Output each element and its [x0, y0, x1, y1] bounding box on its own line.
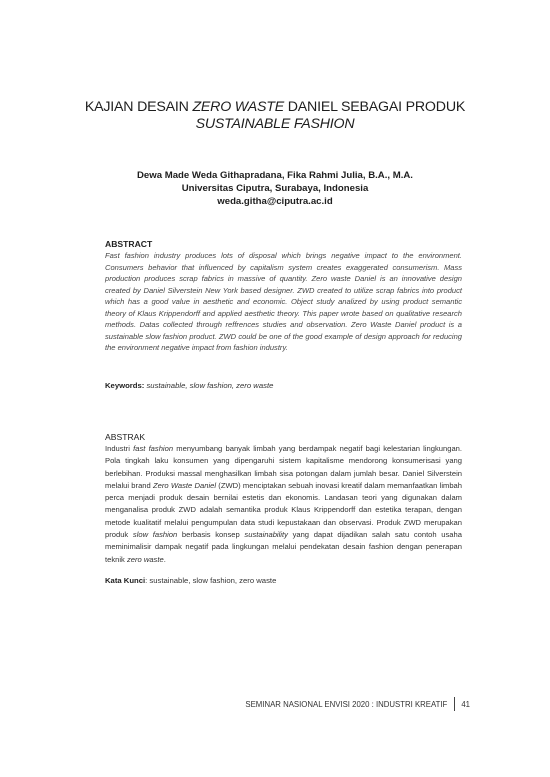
kata-kunci-label: Kata Kunci [105, 576, 146, 585]
author-names: Dewa Made Weda Githapradana, Fika Rahmi Julia, B.A., M.A. [137, 170, 413, 181]
page-footer [245, 697, 470, 711]
abstract-text: Fast fashion industry produces lots of disposal which brings negative impact to the environment. Consumers behavior that influenced by capitalism system creates exaggerated consumerism. Mass production produces scrap fabrics in massive of quantity. Zero waste Daniel is an innovative design created by Daniel Silverstein New York based designer. ZWD created to utilize scrap fabrics into product which has a good value in aesthetic and economic. Object study analized by using product semantic theory of Klaus Krippendorff and applied aesthetic theory. This paper wrote based on qualitative research methods. Datas collected through reffrences studies and observation. Zero Waste Daniel product is a sustainable slow fashion product. ZWD could be one of the good example of design approach for reducing the environment negative impact from fashion industry. [105, 251, 462, 353]
title-line-1: KAJIAN DESAIN ZERO WASTE DANIEL SEBAGAI PRODUK [84, 99, 466, 115]
abstract-keywords [105, 380, 462, 391]
footer-divider [454, 697, 455, 711]
abstract-heading: ABSTRACT [105, 239, 153, 249]
paper-title [60, 99, 490, 133]
title-line-2: SUSTAINABLE FASHION [195, 116, 355, 132]
author-block [60, 169, 490, 209]
abstrak-section [105, 432, 462, 566]
footer-text: SEMINAR NASIONAL ENVISI 2020 : INDUSTRI KREATIF [245, 699, 448, 709]
keywords-value: sustainable, slow fashion, zero waste [144, 381, 274, 390]
title-italic-term: ZERO WASTE [192, 99, 284, 115]
keywords-label: Keywords: [105, 381, 145, 390]
author-affiliation: Universitas Ciputra, Surabaya, Indonesia [181, 183, 369, 195]
page-number: 41 [461, 699, 470, 709]
abstrak-heading: ABSTRAK [105, 432, 146, 442]
abstrak-keywords [105, 575, 462, 586]
kata-kunci-value: : sustainable, slow fashion, zero waste [145, 576, 277, 585]
author-email: weda.githa@ciputra.ac.id [217, 196, 333, 208]
abstrak-text: Industri fast fashion menyumbang banyak limbah yang berdampak negatif bagi kelestarian lingkungan. Pola tingkah laku konsumen yang dipengaruhi sistem kapitalisme mendorong konsumerisasi yang berlebihan. Produksi massal menghasilkan limbah sisa potongan dalam jumlah besar. Daniel Silverstein melalui brand Zero Waste Daniel (ZWD) menciptakan sebuah inovasi kreatif dalam memanfaatkan limbah perca menjadi produk desain bernilai estetis dan ekonomis. Landasan teori yang digunakan dalam menganalisa produk ZWD adalah semantika produk Klaus Krippendorff dan estetika terapan, dengan metode kualitatif melalui pengumpulan data studi kepustakaan dan observasi. Produk ZWD merupakan produk slow fashion berbasis konsep sustainability yang dapat dijadikan salah satu contoh usaha meminimalisir dampak negatif pada lingkungan melalui pendekatan desain fashion dengan penerapan teknik zero waste. [105, 444, 463, 564]
abstract-section [105, 239, 462, 354]
